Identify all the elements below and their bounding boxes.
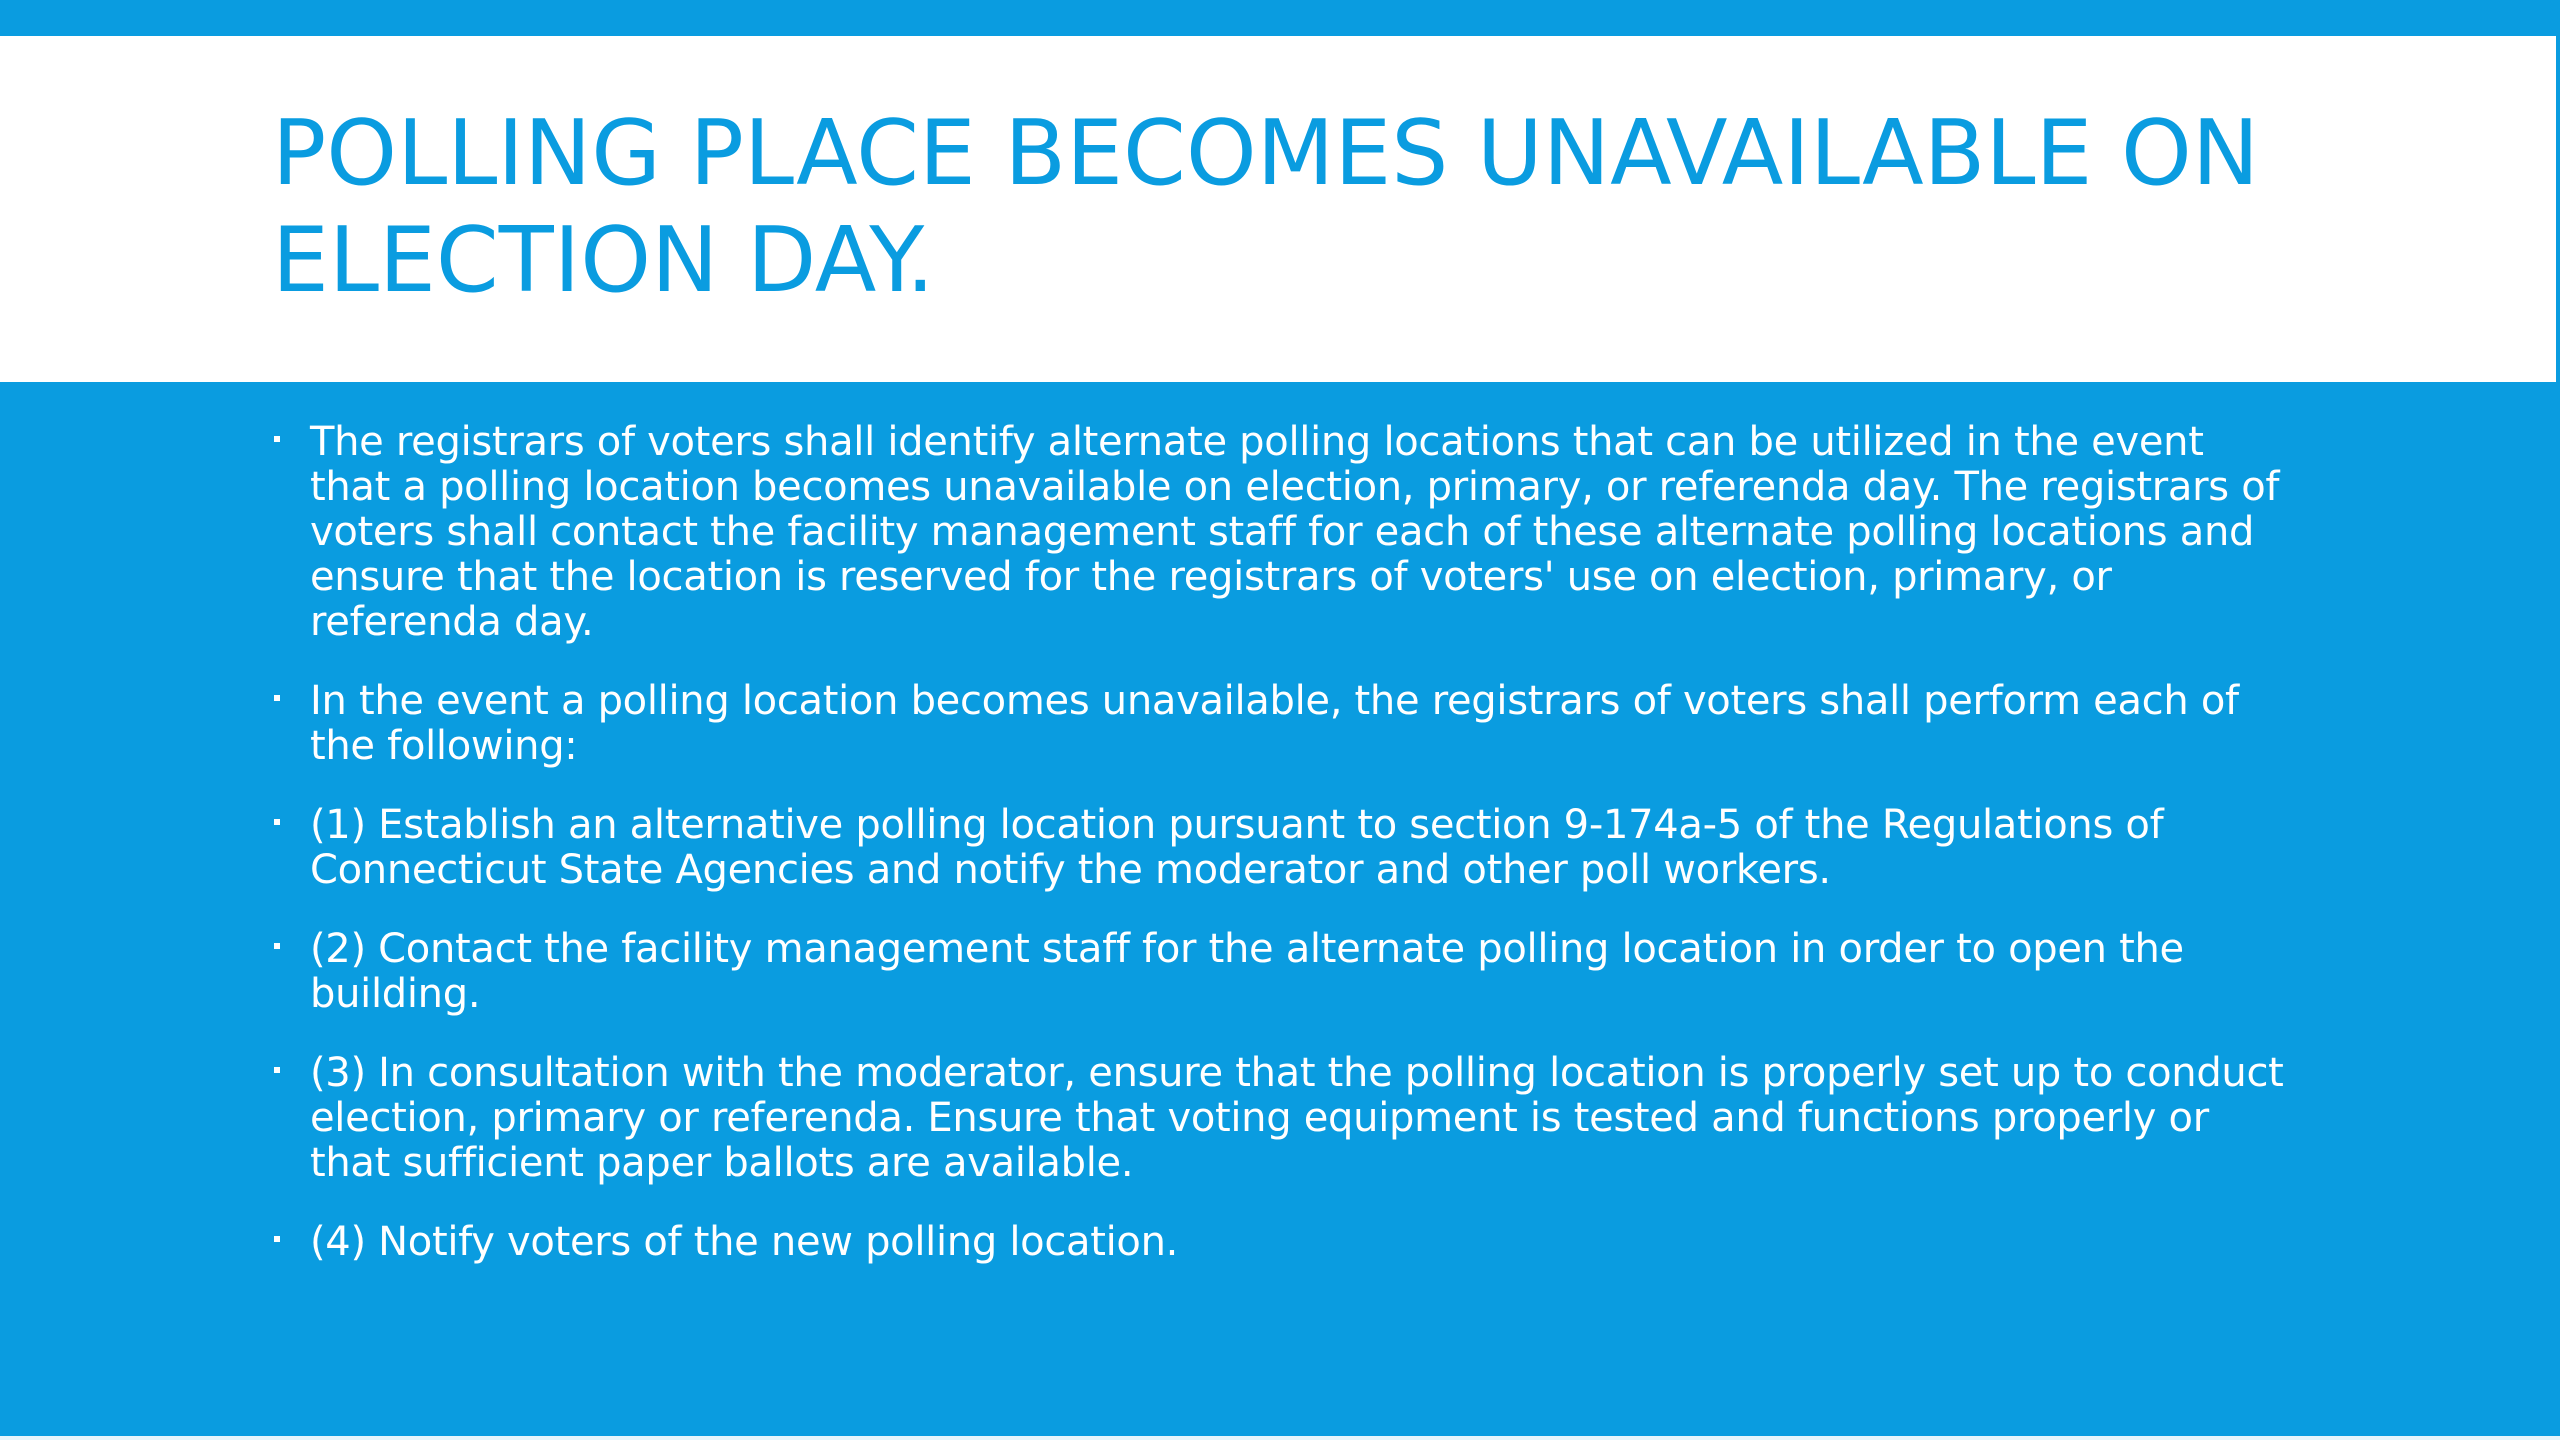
- bullet-step-3: [272, 1051, 2292, 1186]
- slide-content: [272, 420, 2292, 1340]
- bullet-step-1: [272, 803, 2292, 893]
- square-bullet-icon: [274, 436, 280, 442]
- top-accent-strip: [0, 0, 2560, 36]
- bullet-alternate-locations: [272, 420, 2292, 645]
- bottom-edge-line: [0, 1436, 2560, 1440]
- bullet-text: The registrars of voters shall identify alternate polling locations that can be utilized in the event that a polling location becomes unavailable on election, primary, or referenda day. The registrars of voters shall contact the facility management staff for each of these alternate polling locations and ensure that the location is reserved for the registrars of voters' use on election, primary, or referenda day.: [310, 419, 2280, 645]
- bullet-text: (1) Establish an alternative polling location pursuant to section 9-174a-5 of the Regulations of Connecticut State Agencies and notify the moderator and other poll workers.: [310, 802, 2164, 893]
- slide-title: POLLING PLACE BECOMES UNAVAILABLE ON ELECTION DAY.: [272, 101, 2260, 313]
- bullet-list: [272, 420, 2292, 1265]
- square-bullet-icon: [274, 1236, 280, 1242]
- bullet-perform-following: [272, 679, 2292, 769]
- square-bullet-icon: [274, 695, 280, 701]
- bullet-text: (3) In consultation with the moderator, ensure that the polling location is properly set up to conduct election, primary or referenda. Ensure that voting equipment is tested and functions properly or that sufficient paper ballots are available.: [310, 1050, 2284, 1186]
- bullet-step-2: [272, 927, 2292, 1017]
- square-bullet-icon: [274, 819, 280, 825]
- bullet-step-4: [272, 1220, 2292, 1265]
- bullet-text: (4) Notify voters of the new polling location.: [310, 1219, 1179, 1265]
- square-bullet-icon: [274, 1067, 280, 1073]
- bullet-text: In the event a polling location becomes unavailable, the registrars of voters shall perform each of the following:: [310, 678, 2239, 769]
- square-bullet-icon: [274, 943, 280, 949]
- bullet-text: (2) Contact the facility management staff for the alternate polling location in order to open the building.: [310, 926, 2184, 1017]
